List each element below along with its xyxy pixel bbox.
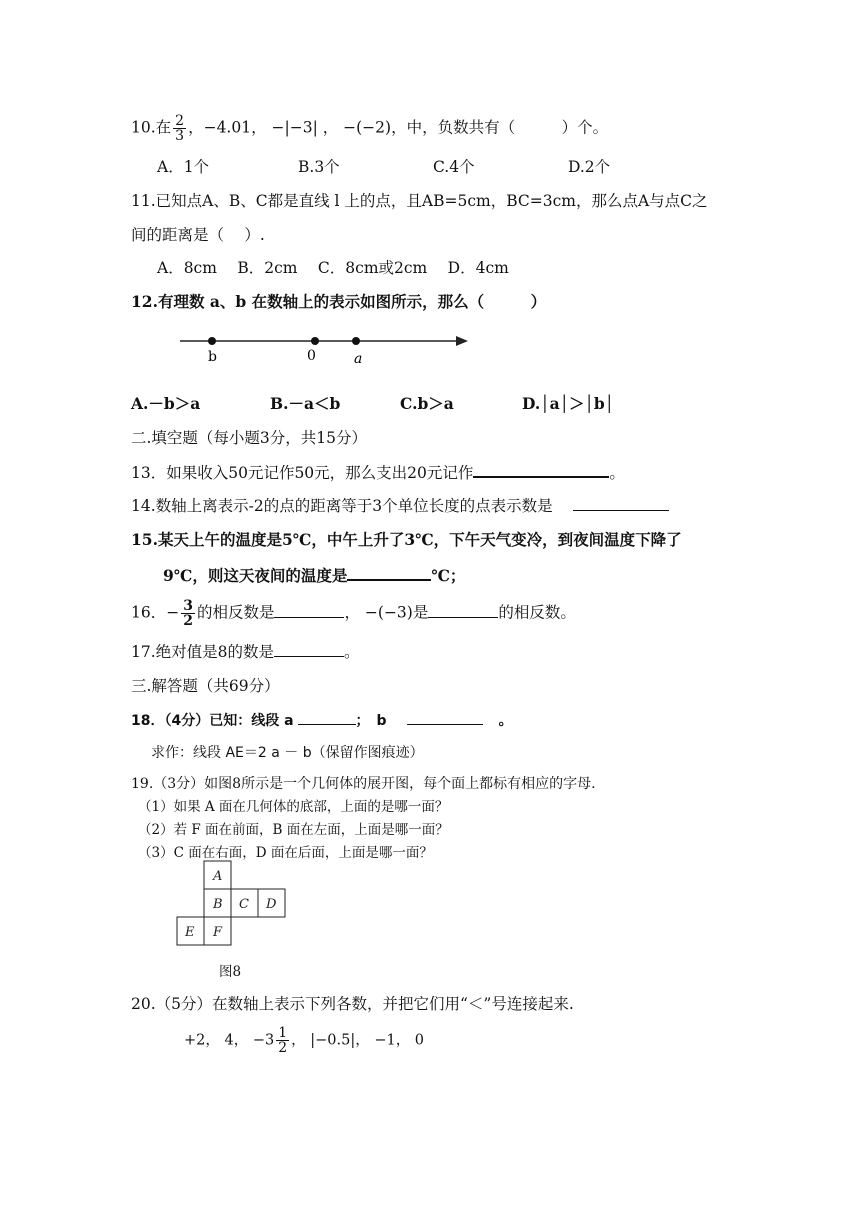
- q16: [131, 599, 576, 628]
- q20-nums-a: +2， 4， −3: [184, 1032, 275, 1049]
- q16-blank-2[interactable]: [428, 601, 498, 618]
- q18-end: 。: [498, 713, 513, 729]
- q10-terms: ，−4.01， −|−3| ， −(−2)，: [188, 118, 407, 137]
- q16-fraction: [181, 599, 195, 628]
- q20-stem: 20.（5分）在数轴上表示下列各数，并把它们用“＜”号连接起来.: [131, 995, 574, 1013]
- q16-mid: 的相反数是: [196, 603, 275, 622]
- q16-end: 的相反数。: [498, 603, 576, 622]
- face-label-b: B: [213, 897, 223, 912]
- q17-answer-blank[interactable]: [274, 640, 344, 657]
- point-b: [208, 337, 216, 345]
- q10-option-c: C.4个: [433, 158, 475, 176]
- q20-nums-b: ， |−0.5|， −1， 0: [291, 1032, 425, 1049]
- q17-text: 17.绝对值是8的数是: [131, 643, 275, 661]
- q16-part2: ， −(−3)是: [344, 603, 429, 622]
- face-label-f: F: [213, 925, 223, 940]
- q15-unit: ℃；: [431, 566, 466, 585]
- q12-option-b: B.－a＜b: [270, 394, 341, 413]
- q11-line1: 11.已知点A、B、C都是直线 l 上的点，且AB=5cm，BC=3cm，那么点A与点C之: [131, 192, 708, 210]
- q14-answer-blank[interactable]: [573, 494, 669, 511]
- q15-text: 9℃，则这天夜间的温度是: [163, 566, 348, 585]
- section-2-heading: 二.填空题（每小题3分，共15分）: [131, 429, 368, 447]
- q18-segment-b: [407, 708, 483, 725]
- cube-net-figure: [175, 860, 295, 952]
- figure-8-caption: 图8: [219, 964, 242, 980]
- q20-fraction: [276, 1026, 289, 1055]
- q17: [131, 640, 360, 664]
- q10-option-a: A．1个: [157, 158, 210, 176]
- q12-option-d: D.│a│＞│b│: [522, 394, 614, 413]
- q12-option-a: A.－b＞a: [131, 394, 201, 413]
- q18-segment-a: [298, 708, 356, 725]
- q11-line2: 间的距离是（ ）.: [131, 226, 265, 244]
- face-label-c: C: [239, 897, 249, 912]
- q10-stem: [131, 114, 608, 143]
- q13-end: 。: [609, 464, 625, 482]
- q18-text: 18．（4分）已知：线段 a: [131, 713, 294, 729]
- q12-stem: 12.有理数 a、b 在数轴上的表示如图所示，那么（ ）: [131, 292, 547, 311]
- q18-task: 求作：线段 AE＝2 a － b（保留作图痕迹）: [151, 745, 424, 761]
- q14-text: 14.数轴上离表示-2的点的距离等于3个单位长度的点表示数是: [131, 497, 553, 515]
- q16-prefix: 16．−: [131, 603, 180, 622]
- face-label-e: E: [185, 925, 195, 940]
- q13: [131, 460, 625, 485]
- q17-end: 。: [344, 643, 360, 661]
- q10-option-d: D.2个: [568, 158, 611, 176]
- q18-sep: ； b: [355, 713, 387, 729]
- q10-prefix: 10.在: [131, 118, 172, 137]
- q15-line1: 15.某天上午的温度是5℃，中午上升了3℃，下午天气变冷，到夜间温度下降了: [131, 530, 682, 549]
- q19-item-3: （3）C 面在右面，D 面在后面，上面是哪一面？: [138, 845, 433, 861]
- q16-frac-num: 3: [183, 598, 193, 614]
- q12-number-line: [170, 328, 490, 378]
- q19-item-1: （1）如果 A 面在几何体的底部，上面的是哪一面？: [138, 799, 449, 815]
- face-label-a: A: [213, 869, 223, 884]
- q14: [131, 494, 669, 518]
- section-3-heading: 三.解答题（共69分）: [131, 677, 280, 695]
- q13-answer-blank[interactable]: [473, 460, 609, 478]
- label-a: a: [354, 351, 363, 367]
- point-a: [352, 337, 360, 345]
- q10-fraction: [173, 114, 186, 143]
- q18: [131, 708, 513, 733]
- q19-stem: 19.（3分）如图8所示是一个几何体的展开图，每个面上都标有相应的字母.: [131, 776, 596, 792]
- label-b: b: [208, 349, 217, 365]
- q20-frac-den: 2: [278, 1040, 288, 1056]
- q16-frac-den: 2: [183, 613, 193, 629]
- label-zero: 0: [307, 348, 316, 364]
- q20-frac-num: 1: [278, 1025, 288, 1041]
- q15-line2: [163, 563, 465, 588]
- q13-text: 13．如果收入50元记作50元，那么支出20元记作: [131, 464, 474, 482]
- q16-blank-1[interactable]: [274, 601, 344, 618]
- q10-suffix: 中，负数共有（ ）个。: [406, 118, 609, 137]
- q19-item-2: （2）若 F 面在前面，B 面在左面，上面是哪一面？: [138, 822, 449, 838]
- q10-frac-num: 2: [175, 113, 185, 129]
- q11-options: A．8cm B．2cm C．8cm或2cm D．4cm: [157, 259, 509, 277]
- face-label-d: D: [266, 897, 277, 912]
- q20-numbers: [184, 1026, 424, 1055]
- point-zero: [311, 337, 319, 345]
- q15-answer-blank[interactable]: [347, 563, 431, 581]
- q12-option-c: C.b＞a: [400, 394, 454, 413]
- q10-frac-den: 3: [175, 128, 185, 144]
- q10-option-b: B.3个: [298, 158, 340, 176]
